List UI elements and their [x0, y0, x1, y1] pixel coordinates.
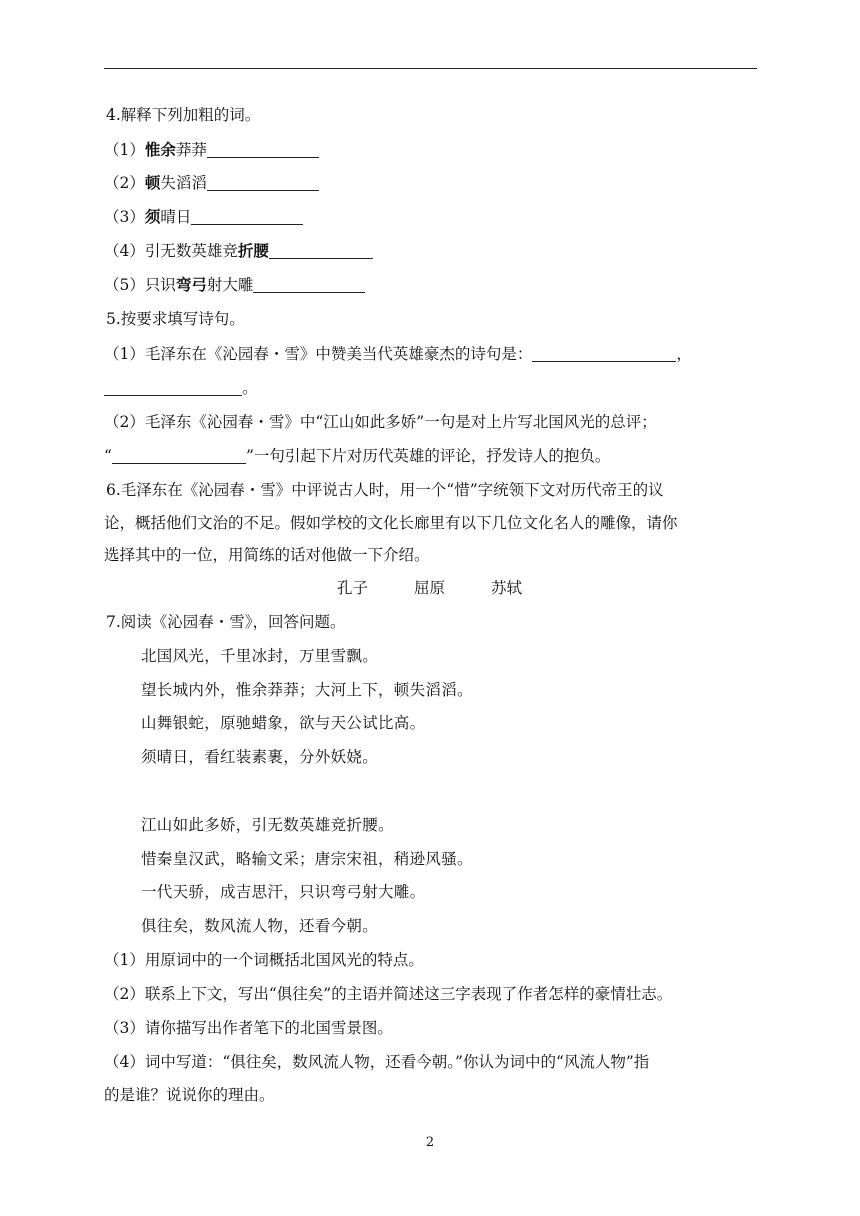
q7-question-2: （2）联系上下文，写出“俱往矣”的主语并简述这三字表现了作者怎样的豪情壮志。 — [104, 985, 673, 1003]
item-text: 引无数英雄竞 — [144, 242, 238, 260]
item-text: 失滔滔 — [160, 174, 207, 192]
header-rule — [104, 68, 757, 69]
q5-item-2: （2）毛泽东《沁园春・雪》中“江山如此多娇”一句是对上片写北国风光的总评； — [104, 413, 657, 431]
bold-word: 须 — [144, 207, 161, 226]
period: 。 — [242, 379, 258, 397]
q5-item-2-cont — [104, 443, 610, 469]
item-text: 只识 — [144, 276, 176, 294]
q7-question-1: （1）用原词中的一个词概括北国风光的特点。 — [104, 951, 424, 969]
item-text: 莽莽 — [175, 141, 207, 159]
figure-names — [0, 575, 860, 601]
poem-line: 江山如此多娇，引无数英雄竞折腰。 — [141, 816, 394, 834]
poem-line: 山舞银蛇，原驰蜡象，欲与天公试比高。 — [141, 714, 426, 732]
q7-question-4-cont: 的是谁？说说你的理由。 — [104, 1086, 275, 1104]
answer-blank[interactable] — [191, 206, 303, 225]
answer-blank[interactable] — [532, 343, 676, 362]
item-number: （2） — [104, 174, 145, 192]
q7-question-4: （4）词中写道：“俱往矣，数风流人物，还看今朝。”你认为词中的“风流人物”指 — [104, 1053, 650, 1071]
answer-blank[interactable] — [207, 172, 319, 191]
q7-question-3: （3）请你描写出作者笔下的北国雪景图。 — [104, 1019, 393, 1037]
answer-blank[interactable] — [269, 240, 373, 259]
q4-title: 4.解释下列加粗的词。 — [106, 106, 261, 124]
poem-line: 一代天骄，成吉思汗，只识弯弓射大雕。 — [141, 883, 426, 901]
item-number: （3） — [104, 208, 145, 226]
q6-line-1: 6.毛泽东在《沁园春・雪》中评说古人时，用一个“惜”字统领下文对历代帝王的议 — [106, 481, 664, 499]
item-text: 射大雕 — [206, 276, 254, 294]
comma: ， — [676, 345, 692, 363]
answer-blank[interactable] — [207, 139, 319, 158]
question-text: ”一句引起下片对历代英雄的评论，抒发诗人的抱负。 — [245, 447, 611, 465]
q4-item-1 — [104, 137, 319, 163]
q5-item-1 — [104, 341, 692, 367]
poem-line: 北国风光，千里冰封，万里雪飘。 — [141, 647, 379, 665]
figure-name: 屈原 — [414, 579, 446, 597]
q4-item-2 — [104, 170, 319, 196]
poem-line: 望长城内外，惟余莽莽；大河上下，顿失滔滔。 — [141, 681, 473, 699]
q5-item-1-cont — [104, 375, 258, 401]
q6-line-3: 选择其中的一位，用简练的话对他做一下介绍。 — [104, 546, 430, 564]
bold-word: 折腰 — [237, 241, 269, 260]
figure-name: 孔子 — [337, 579, 369, 597]
item-number: （5） — [104, 276, 145, 294]
open-quote: “ — [104, 447, 112, 465]
q5-title: 5.按要求填写诗句。 — [106, 310, 245, 328]
page-number: 2 — [425, 1135, 435, 1150]
bold-word: 弯弓 — [175, 275, 207, 294]
q4-item-3 — [104, 204, 303, 230]
answer-blank[interactable] — [112, 445, 246, 464]
poem-line: 须晴日，看红装素裹，分外妖娆。 — [141, 748, 379, 766]
q4-item-5 — [104, 272, 365, 298]
item-number: （4） — [104, 242, 145, 260]
answer-blank[interactable] — [253, 274, 365, 293]
poem-line: 惜秦皇汉武，略输文采；唐宗宋祖，稍逊风骚。 — [141, 850, 473, 868]
bold-word: 顿 — [144, 173, 161, 192]
item-number: （1） — [104, 141, 145, 159]
item-text: 晴日 — [160, 208, 192, 226]
q4-item-4 — [104, 238, 373, 264]
figure-name: 苏轼 — [491, 579, 523, 597]
q7-title: 7.阅读《沁园春・雪》，回答问题。 — [106, 613, 346, 631]
poem-line: 俱往矣，数风流人物，还看今朝。 — [141, 917, 379, 935]
bold-word: 惟余 — [144, 140, 176, 159]
answer-blank[interactable] — [104, 377, 242, 396]
question-text: （1）毛泽东在《沁园春・雪》中赞美当代英雄豪杰的诗句是： — [104, 345, 533, 363]
q6-line-2: 论，概括他们文治的不足。假如学校的文化长廊里有以下几位文化名人的雕像，请你 — [104, 514, 678, 532]
